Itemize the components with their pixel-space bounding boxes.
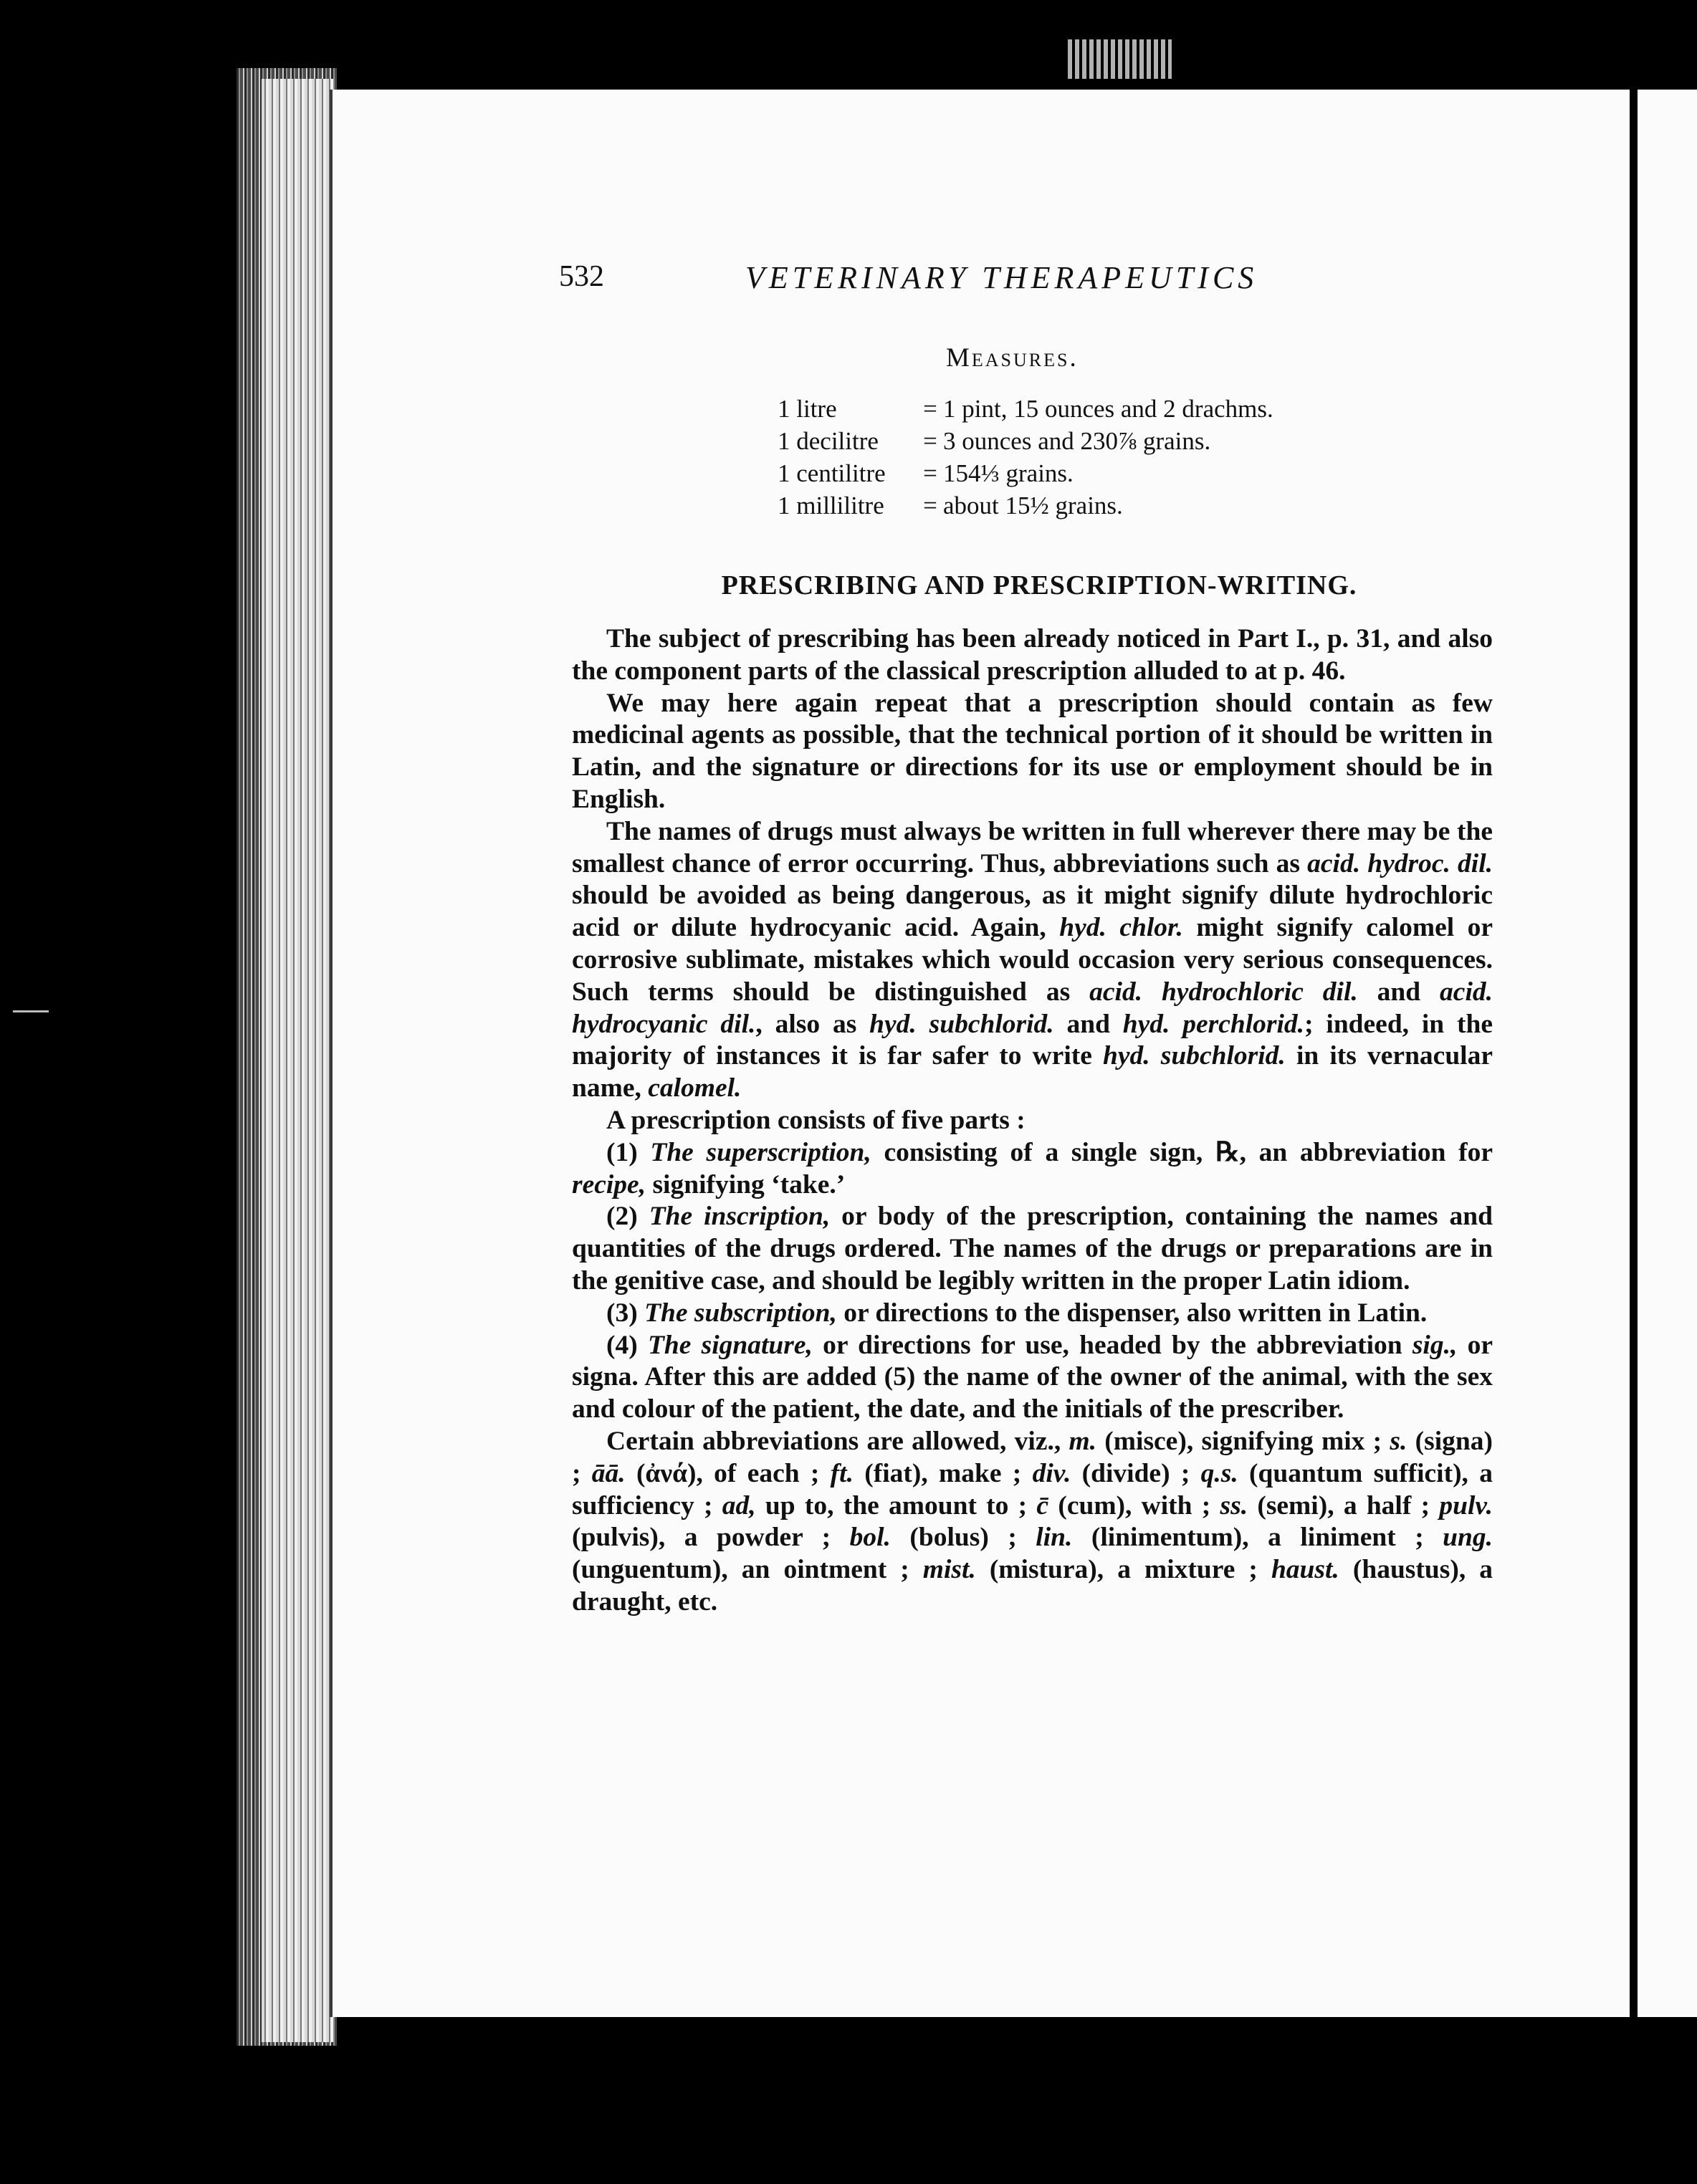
measures-unit: 1 millilitre (778, 492, 884, 519)
text-run: (semi), a half ; (1248, 1490, 1440, 1520)
text-run: signifying ‘take.’ (646, 1169, 846, 1199)
text-run: (signa) ; (572, 1426, 1493, 1488)
text-run: (2) (606, 1202, 649, 1232)
italic-term: The superscription, (650, 1137, 871, 1167)
page-header (559, 259, 1498, 302)
italic-term: ft. (830, 1458, 854, 1488)
italic-term: ung. (1443, 1523, 1493, 1553)
measures-equals: = (923, 395, 937, 423)
paragraph (572, 816, 1493, 1105)
text-run: (pulvis), a powder ; (572, 1523, 850, 1553)
text-run: (fiat), make ; (853, 1458, 1033, 1488)
text-run: The names of drugs must always be written in full wherever there may be the smallest chance of error occurring. Thus, abbreviations such as (572, 816, 1493, 878)
paragraph: We may here again repeat that a prescription should contain as few medicinal agents as possible, that the technical portion of it should be written in Latin, and the signature or directions for its use or employment should be in English. (572, 688, 1493, 814)
book-page-edges-inner (262, 79, 333, 2042)
italic-term: c̄ (1036, 1490, 1049, 1520)
italic-term: m. (1069, 1426, 1097, 1456)
italic-term: hyd. subchlorid. (1103, 1041, 1286, 1071)
measures-unit: 1 decilitre (778, 427, 879, 455)
italic-term: pulv. (1439, 1490, 1493, 1520)
paragraph (572, 1426, 1493, 1619)
italic-term: mist. (922, 1555, 976, 1585)
italic-term: bol. (849, 1523, 891, 1553)
measures-value: 3 ounces and 230⅞ grains. (943, 427, 1211, 455)
italic-term: acid. hydrochloric dil. (1089, 977, 1358, 1007)
italic-term: recipe, (572, 1169, 646, 1199)
text-run: ; indeed, in the majority of instances it is far safer to write (572, 1009, 1493, 1071)
text-run: (linimentum), a liniment ; (1072, 1523, 1443, 1553)
measures-row (778, 393, 1273, 425)
measures-equals: = (923, 459, 937, 487)
text-run: and (1357, 977, 1440, 1007)
paragraph: A prescription consists of five parts : (606, 1105, 1026, 1135)
section-heading: PRESCRIBING AND PRESCRIPTION-WRITING. (721, 570, 1357, 600)
measures-value: about 15½ grains. (943, 492, 1123, 519)
italic-term: haust. (1271, 1555, 1339, 1585)
text-run: might signify calomel or corrosive sublimate, mistakes which would occasion very serious consequences. Such terms should be distinguished as (572, 913, 1493, 1007)
text-run: , also as (755, 1009, 870, 1039)
page-number: 532 (559, 260, 604, 293)
text-run: (misce), signifying mix ; (1096, 1426, 1390, 1456)
text-run: Certain abbreviations are allowed, viz., (606, 1426, 1069, 1456)
italic-term: s. (1390, 1426, 1407, 1456)
italic-term: calomel. (648, 1073, 742, 1103)
text-run: (quantum sufficit), a sufficiency ; (572, 1458, 1493, 1520)
text-run: (1) (606, 1137, 651, 1167)
text-run: should be avoided as being dangerous, as it might signify dilute hydrochloric acid or dilute hydrocyanic acid. Again, (572, 881, 1493, 943)
measures-unit: 1 centilitre (778, 459, 886, 487)
measures-table (778, 393, 1273, 522)
measures-row (778, 489, 1273, 522)
scan-artifact (1068, 39, 1172, 79)
measures-value: 1 pint, 15 ounces and 2 drachms. (943, 395, 1273, 423)
text-run: (4) (606, 1330, 648, 1360)
measures-row (778, 425, 1273, 457)
measures-title: Measures. (946, 343, 1079, 373)
italic-term: q.s. (1200, 1458, 1238, 1488)
text-run: or body of the prescription, containing the names and quantities of the drugs ordered. The names of the drugs or preparations are in the genitive case, and should be legibly written in the proper Latin idiom. (572, 1202, 1493, 1295)
body-text (572, 623, 1493, 1619)
italic-term: acid. hydroc. dil. (1307, 848, 1493, 878)
text-run: (mistura), a mixture ; (975, 1555, 1271, 1585)
scan-margin-mark (13, 1010, 49, 1012)
italic-term: lin. (1036, 1523, 1073, 1553)
italic-term: ad, (722, 1490, 756, 1520)
paragraph (572, 1330, 1493, 1426)
measures-equals: = (923, 427, 937, 455)
text-run: or signa. After this are added (5) the name of the owner of the animal, with the sex and colour of the patient, the date, and the initials of the prescriber. (572, 1330, 1493, 1424)
text-run: (ἀνά), of each ; (625, 1458, 831, 1488)
text-run: up to, the amount to ; (755, 1490, 1037, 1520)
paragraph (572, 1298, 1493, 1330)
paragraph (572, 1137, 1493, 1202)
text-run: or directions for use, headed by the abbreviation (812, 1330, 1412, 1360)
text-run: (haustus), a draught, etc. (572, 1555, 1493, 1617)
text-run: (bolus) ; (890, 1523, 1036, 1553)
italic-term: āā. (591, 1458, 626, 1488)
italic-term: hyd. chlor. (1059, 913, 1183, 943)
text-run: and (1053, 1009, 1123, 1039)
italic-term: The signature, (647, 1330, 813, 1360)
italic-term: acid. hydrocyanic dil. (572, 977, 1493, 1039)
measures-row (778, 457, 1273, 489)
text-run: (unguentum), an ointment ; (572, 1555, 923, 1585)
italic-term: The inscription, (649, 1202, 831, 1232)
text-run: or directions to the dispenser, also written in Latin. (836, 1298, 1428, 1328)
italic-term: hyd. perchlorid. (1122, 1009, 1305, 1039)
measures-unit: 1 litre (778, 395, 837, 423)
text-run: in its vernacular name, (572, 1041, 1493, 1103)
italic-term: div. (1032, 1458, 1071, 1488)
italic-term: sig., (1412, 1330, 1458, 1360)
facing-page-edge (1638, 90, 1697, 2017)
paragraph (572, 1201, 1493, 1297)
measures-value: 154⅓ grains. (943, 459, 1074, 487)
text-run: consisting of a single sign, ℞, an abbreviation for (871, 1137, 1493, 1167)
text-run: (3) (606, 1298, 645, 1328)
text-run: (cum), with ; (1048, 1490, 1220, 1520)
measures-equals: = (923, 492, 937, 519)
text-run: (divide) ; (1071, 1458, 1201, 1488)
paragraph: The subject of prescribing has been already noticed in Part I., p. 31, and also the component parts of the classical prescription alluded to at p. 46. (572, 624, 1493, 686)
italic-term: hyd. subchlorid. (869, 1009, 1054, 1039)
running-title: VETERINARY THERAPEUTICS (745, 260, 1258, 295)
italic-term: ss. (1220, 1490, 1248, 1520)
italic-term: The subscription, (644, 1298, 837, 1328)
